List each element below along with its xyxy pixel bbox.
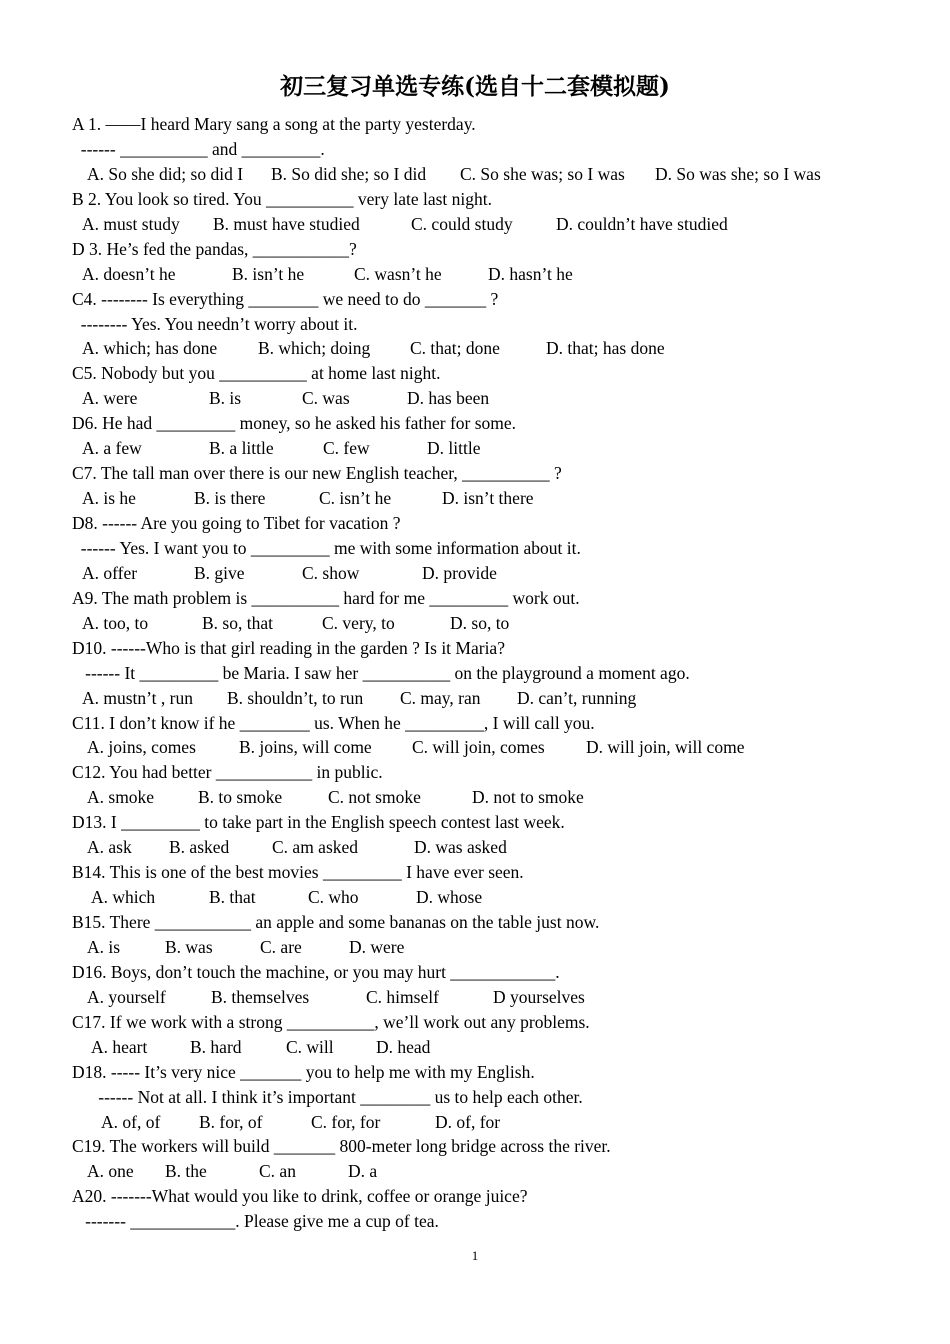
answer-option: B. give xyxy=(194,562,245,583)
answer-option: A. is xyxy=(87,936,121,957)
answer-options xyxy=(72,785,932,810)
answer-options xyxy=(72,436,932,461)
answer-option: A. offer xyxy=(82,562,138,583)
answer-option: C. am asked xyxy=(272,837,359,858)
question-line: C19. The workers will build _______ 800-meter long bridge across the river. xyxy=(72,1136,611,1157)
answer-option: B. for, of xyxy=(199,1111,263,1132)
answer-options xyxy=(72,686,932,711)
answer-option: C. So she was; so I was xyxy=(460,163,625,184)
answer-options xyxy=(72,835,932,860)
answer-option: B. themselves xyxy=(211,986,310,1007)
answer-option: B. must have studied xyxy=(213,213,360,234)
answer-option: D. can’t, running xyxy=(517,687,637,708)
answer-option: B. to smoke xyxy=(198,787,283,808)
question-line: D6. He had _________ money, so he asked his father for some. xyxy=(72,413,517,434)
answer-option: A. of, of xyxy=(101,1111,161,1132)
question-line: B14. This is one of the best movies _________ I have ever seen. xyxy=(72,862,524,883)
answer-option: C. not smoke xyxy=(328,787,421,808)
answer-option: D. will join, will come xyxy=(586,737,745,758)
question-line: ------ Yes. I want you to _________ me with some information about it. xyxy=(72,537,581,558)
question-line: C4. -------- Is everything ________ we need to do _______ ? xyxy=(72,288,499,309)
answer-options xyxy=(72,935,932,960)
answer-option: A. So she did; so did I xyxy=(87,163,244,184)
answer-options xyxy=(72,386,932,411)
answer-option: D. couldn’t have studied xyxy=(556,213,728,234)
answer-option: C. may, ran xyxy=(400,687,481,708)
answer-option: B. which; doing xyxy=(258,338,371,359)
answer-option: C. could study xyxy=(411,213,513,234)
answer-option: D. a xyxy=(348,1161,378,1182)
answer-option: A. which; has done xyxy=(82,338,218,359)
answer-option: D. were xyxy=(349,936,405,957)
page-title: 初三复习单选专练(选自十二套模拟题) xyxy=(280,73,670,100)
answer-option: D. little xyxy=(427,438,481,459)
answer-option: D. has been xyxy=(407,388,490,409)
answer-options xyxy=(72,1159,932,1184)
answer-option: D. not to smoke xyxy=(472,787,584,808)
answer-option: C. was xyxy=(302,388,350,409)
answer-option: C. himself xyxy=(366,986,439,1007)
answer-options xyxy=(72,985,932,1010)
answer-options xyxy=(72,611,932,636)
answer-option: B. that xyxy=(209,887,256,908)
answer-option: A. mustn’t , run xyxy=(82,687,193,708)
answer-option: D. so, to xyxy=(450,612,510,633)
answer-option: C. very, to xyxy=(322,612,395,633)
answer-option: C. wasn’t he xyxy=(354,263,442,284)
answer-option: C. show xyxy=(302,562,360,583)
answer-option: C. that; done xyxy=(410,338,500,359)
answer-option: A. joins, comes xyxy=(87,737,196,758)
question-list xyxy=(72,112,932,1234)
answer-option: B. hard xyxy=(190,1036,242,1057)
answer-option: C. an xyxy=(259,1161,296,1182)
answer-option: B. shouldn’t, to run xyxy=(227,687,364,708)
question-line: -------- Yes. You needn’t worry about it. xyxy=(72,313,358,334)
answer-option: B. asked xyxy=(169,837,230,858)
question-line: B 2. You look so tired. You __________ very late last night. xyxy=(72,188,493,209)
answer-option: A. were xyxy=(82,388,138,409)
answer-option: D. was asked xyxy=(414,837,507,858)
question-line: D16. Boys, don’t touch the machine, or you may hurt ____________. xyxy=(72,961,560,982)
question-line: ------- ____________. Please give me a cup of tea. xyxy=(72,1211,439,1232)
question-line: ------ Not at all. I think it’s important ________ us to help each other. xyxy=(72,1086,583,1107)
answer-option: B. so, that xyxy=(202,612,273,633)
question-line: D13. I _________ to take part in the English speech contest last week. xyxy=(72,812,565,833)
answer-options xyxy=(72,336,932,361)
question-line: D 3. He’s fed the pandas, ___________? xyxy=(72,238,357,259)
answer-options xyxy=(72,885,932,910)
answer-option: B. a little xyxy=(209,438,274,459)
question-line: A20. -------What would you like to drink, coffee or orange juice? xyxy=(72,1186,528,1207)
answer-option: B. is there xyxy=(194,488,266,509)
answer-option: B. was xyxy=(165,936,213,957)
question-line: A 1. ——I heard Mary sang a song at the party yesterday. xyxy=(72,114,476,134)
question-line: D8. ------ Are you going to Tibet for vacation ? xyxy=(72,513,401,533)
answer-option: D. provide xyxy=(422,562,497,583)
question-line: A9. The math problem is __________ hard for me _________ work out. xyxy=(72,587,580,608)
answer-option: A. is he xyxy=(82,488,136,509)
answer-options xyxy=(72,162,932,187)
answer-option: B. isn’t he xyxy=(232,263,305,284)
answer-option: D. whose xyxy=(416,887,483,908)
answer-option: A. doesn’t he xyxy=(82,263,176,284)
answer-option: A. ask xyxy=(87,837,132,858)
question-line: C7. The tall man over there is our new English teacher, __________ ? xyxy=(72,463,562,484)
answer-option: C. for, for xyxy=(311,1111,381,1132)
answer-option: C. isn’t he xyxy=(319,488,392,509)
answer-option: A. which xyxy=(91,887,156,908)
answer-option: A. too, to xyxy=(82,612,149,633)
answer-options xyxy=(72,735,932,760)
answer-options xyxy=(72,561,932,586)
answer-options xyxy=(72,486,932,511)
answer-option: D. isn’t there xyxy=(442,488,534,509)
answer-options xyxy=(72,1035,932,1060)
answer-option: D. head xyxy=(376,1036,431,1057)
question-line: ------ __________ and _________. xyxy=(72,138,325,159)
answer-option: B. the xyxy=(165,1161,207,1182)
answer-option: A. heart xyxy=(91,1036,148,1057)
answer-option: A. smoke xyxy=(87,787,155,808)
answer-option: C. are xyxy=(260,936,302,957)
page-number: 1 xyxy=(471,1248,479,1263)
answer-option: D yourselves xyxy=(493,986,585,1007)
question-line: C12. You had better ___________ in public. xyxy=(72,762,383,783)
answer-option: C. few xyxy=(323,438,370,459)
answer-option: B. So did she; so I did xyxy=(271,163,427,184)
answer-option: C. will xyxy=(286,1036,334,1057)
question-line: C11. I don’t know if he ________ us. When he _________, I will call you. xyxy=(72,712,595,733)
question-line: D18. ----- It’s very nice _______ you to help me with my English. xyxy=(72,1061,535,1082)
answer-option: C. who xyxy=(308,887,359,908)
answer-option: A. a few xyxy=(82,438,142,459)
answer-option: A. must study xyxy=(82,213,180,234)
question-line: B15. There ___________ an apple and some bananas on the table just now. xyxy=(72,912,600,932)
question-line: C17. If we work with a strong __________, we’ll work out any problems. xyxy=(72,1011,590,1032)
answer-option: C. will join, comes xyxy=(412,737,545,758)
answer-option: D. that; has done xyxy=(546,338,665,359)
answer-option: B. is xyxy=(209,388,242,409)
question-line: D10. ------Who is that girl reading in the garden ? Is it Maria? xyxy=(72,637,505,658)
answer-option: A. one xyxy=(87,1161,134,1182)
answer-options xyxy=(72,262,932,287)
answer-option: D. of, for xyxy=(435,1111,501,1132)
question-line: ------ It _________ be Maria. I saw her __________ on the playground a moment ago. xyxy=(72,662,690,683)
answer-option: B. joins, will come xyxy=(239,737,372,758)
answer-option: A. yourself xyxy=(87,986,166,1007)
answer-option: D. hasn’t he xyxy=(488,263,573,284)
answer-options xyxy=(72,212,932,237)
answer-options xyxy=(72,1110,932,1135)
question-line: C5. Nobody but you __________ at home last night. xyxy=(72,363,441,384)
answer-option: D. So was she; so I was xyxy=(655,163,821,184)
